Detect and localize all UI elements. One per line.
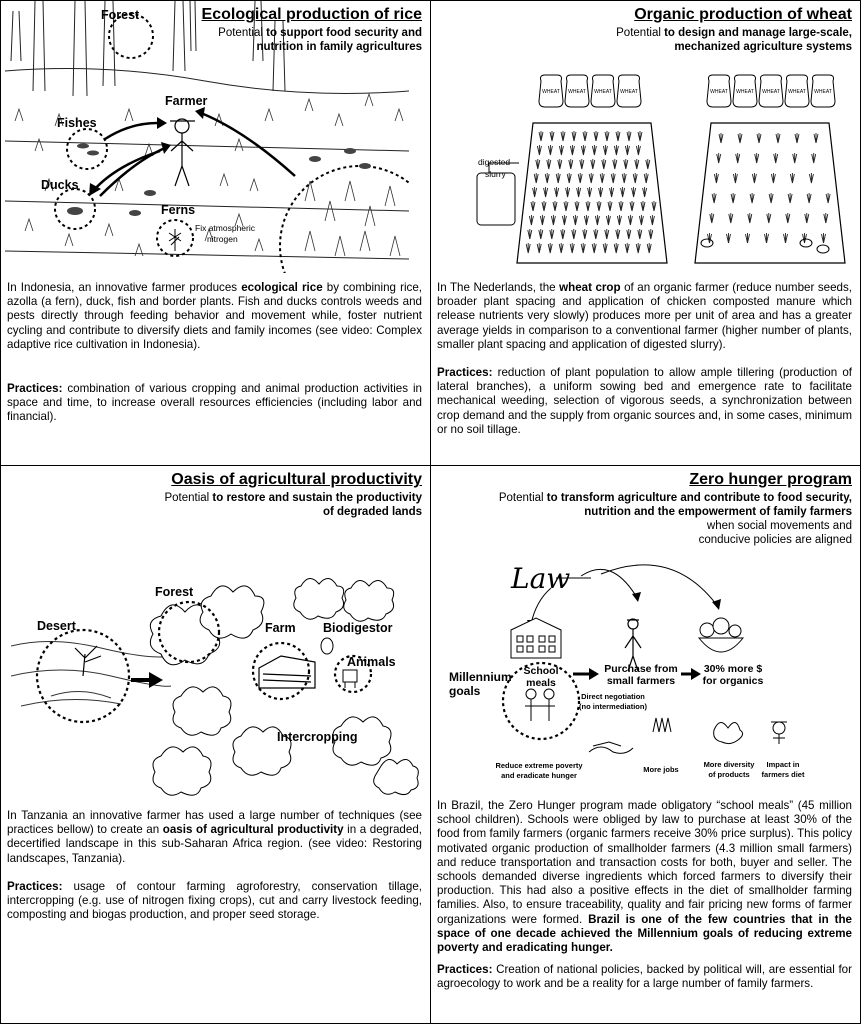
wheat-plant-icon	[647, 243, 651, 253]
wheat-plant-icon	[733, 173, 737, 183]
wheat-plant-icon	[591, 159, 595, 169]
rice-label-ducks: Ducks	[41, 178, 79, 192]
wheat-plant-icon	[650, 215, 654, 225]
wheat-plant-icon	[822, 233, 826, 243]
wheat-plant-icon	[641, 201, 645, 211]
wheat-plant-icon	[526, 243, 530, 253]
wheat-sack-label: WHEAT	[736, 89, 754, 95]
hunger-label-school-1: School	[523, 665, 559, 677]
hunger-label-organics-1: 30% more $	[703, 663, 763, 675]
wheat-plant-icon	[649, 229, 653, 239]
wheat-plant-icon	[534, 173, 538, 183]
wheat-plant-icon	[564, 201, 568, 211]
wheat-plant-icon	[638, 131, 642, 141]
hunger-label-purchase-2: small farmers	[606, 675, 676, 687]
wheat-plant-icon	[570, 145, 574, 155]
wheat-plant-icon	[539, 229, 543, 239]
hunger-description: In Brazil, the Zero Hunger program made obligatory “school meals” (45 million school children). Schools were obliged by law to purchase at least 30% of the food from family farmers (organic farmers receive 30% price surplus). This policy motivated organic production of smallholder farmers (4.3 million small farmers) and reduce transportation and transaction costs for both, buyer and seller. The schools demanded diverse ingredients which forced farmers to diversify their production. This had also a positive effects in the diet of smallholder farming families. Also, to ensure traceability, quality and fair pricing new forms of farmer organizations were formed. Brazil is one of the few countries that in the space of one decade achieved the Millennium goals of reducing extreme poverty and eradicating hunger. Practices: Creation of national policies, backed by political will, are essential for agroecology to work and be a reality for a large number of family farmers.	[437, 799, 852, 991]
hunger-label-impact-2: farmers diet	[761, 770, 805, 779]
wheat-plant-icon	[636, 145, 640, 155]
hunger-label-reduce-2: and eradicate hunger	[501, 771, 577, 780]
rice-subtitle: Potential to support food security and nutrition in family agricultures	[218, 27, 422, 53]
wheat-plant-icon	[561, 131, 565, 141]
wheat-plant-icon	[639, 215, 643, 225]
wheat-illustration	[471, 71, 851, 271]
hunger-label-millennium-1: Millennium	[449, 670, 512, 684]
wheat-label-slurry-2: slurry	[485, 169, 506, 179]
rice-description: In Indonesia, an innovative farmer produces ecological rice by combining rice, azolla (a fern), duck, fish and border plants. Fish and ducks controls weeds and pests directly through feeding behavior and movement while, foster nutrient cycling and contribute to diversify diets and family incomes (see video: Complex adaptive rice cultivation in Indonesia). Practices: combination of various cropping and animal production activities in space and time, to increase overall resources efficiencies (including labor and financial).	[7, 281, 422, 424]
oasis-label-biodigestor: Biodigestor	[323, 621, 393, 635]
wheat-plant-icon	[636, 243, 640, 253]
wheat-practices-label: Practices:	[437, 366, 493, 380]
oasis-label-forest: Forest	[155, 585, 194, 599]
wheat-label-slurry-1: digested	[478, 157, 511, 167]
wheat-plant-icon	[790, 173, 794, 183]
wheat-plant-icon	[566, 187, 570, 197]
wheat-plant-icon	[589, 173, 593, 183]
wheat-plant-icon	[719, 133, 723, 143]
wheat-plant-icon	[572, 131, 576, 141]
wheat-plant-icon	[769, 193, 773, 203]
wheat-plant-icon	[562, 215, 566, 225]
organic-field	[695, 123, 845, 263]
wheat-plant-icon	[736, 153, 740, 163]
wheat-plant-icon	[599, 187, 603, 197]
wheat-plant-icon	[708, 233, 712, 243]
wheat-plant-icon	[540, 215, 544, 225]
wheat-plant-icon	[606, 215, 610, 225]
hunger-label-organics-2: for organics	[702, 675, 764, 687]
wheat-plant-icon	[786, 213, 790, 223]
wheat-plant-icon	[611, 173, 615, 183]
wheat-plant-icon	[795, 133, 799, 143]
wheat-plant-icon	[619, 201, 623, 211]
wheat-plant-icon	[550, 229, 554, 239]
wheat-plant-icon	[793, 153, 797, 163]
wheat-plant-icon	[774, 153, 778, 163]
wheat-plant-icon	[710, 213, 714, 223]
wheat-plant-icon	[595, 215, 599, 225]
oasis-description: In Tanzania an innovative farmer has used a large number of techniques (see practices bellow) to create an oasis of agricultural productivity in a degraded, decertified landscape in this sub-Saharan Africa region. (see video: Restoring landscapes, Tanzania). Practices: usage of contour farming agroforestry, conservation tillage, intercropping (e.g. use of nitrogen fixing crops), cut and carry livestock feeding, composting and biogas production, and proper seed storage.	[7, 809, 422, 922]
wheat-plant-icon	[537, 145, 541, 155]
wheat-plant-icon	[625, 145, 629, 155]
wheat-plant-icon	[529, 215, 533, 225]
wheat-plant-icon	[567, 173, 571, 183]
rice-title: Ecological production of rice	[201, 6, 422, 23]
rice-label-ferns: Ferns	[161, 203, 196, 217]
wheat-plant-icon	[575, 201, 579, 211]
wheat-sack-label: WHEAT	[542, 89, 560, 95]
wheat-plant-icon	[581, 243, 585, 253]
hunger-subtitle-tail: when social movements and conducive policies are aligned	[698, 520, 852, 546]
hunger-panel	[430, 465, 861, 1024]
hunger-label-jobs: More jobs	[643, 765, 679, 774]
wheat-plant-icon	[731, 193, 735, 203]
wheat-plant-icon	[624, 159, 628, 169]
wheat-plant-icon	[605, 229, 609, 239]
wheat-sack-label: WHEAT	[594, 89, 612, 95]
wheat-plant-icon	[803, 233, 807, 243]
hunger-law-script: Law	[511, 562, 571, 595]
hunger-practices-label: Practices:	[437, 963, 493, 977]
wheat-plant-icon	[632, 187, 636, 197]
wheat-plant-icon	[561, 229, 565, 239]
wheat-plant-icon	[826, 193, 830, 203]
wheat-plant-icon	[627, 229, 631, 239]
wheat-plant-icon	[613, 159, 617, 169]
wheat-plant-icon	[603, 145, 607, 155]
wheat-plant-icon	[771, 173, 775, 183]
wheat-plant-icon	[755, 153, 759, 163]
wheat-plant-icon	[616, 229, 620, 239]
hunger-label-purchase-1: Purchase from	[604, 663, 678, 675]
wheat-plant-icon	[570, 243, 574, 253]
oasis-label-desert: Desert	[37, 619, 76, 633]
wheat-plant-icon	[625, 243, 629, 253]
wheat-plant-icon	[555, 187, 559, 197]
wheat-plant-icon	[594, 131, 598, 141]
wheat-plant-icon	[805, 213, 809, 223]
wheat-plant-icon	[757, 133, 761, 143]
wheat-plant-icon	[824, 213, 828, 223]
wheat-plant-icon	[548, 145, 552, 155]
wheat-plant-icon	[584, 215, 588, 225]
rice-label-fishes: Fishes	[57, 116, 97, 130]
wheat-plant-icon	[559, 145, 563, 155]
wheat-plant-icon	[646, 159, 650, 169]
wheat-plant-icon	[652, 201, 656, 211]
wheat-plant-icon	[812, 153, 816, 163]
wheat-title: Organic production of wheat	[634, 6, 852, 23]
wheat-plant-icon	[807, 193, 811, 203]
wheat-plant-icon	[746, 233, 750, 243]
wheat-plant-icon	[558, 159, 562, 169]
hunger-illustration	[431, 556, 861, 791]
wheat-plant-icon	[581, 145, 585, 155]
oasis-label-intercropping: Intercropping	[277, 730, 358, 744]
wheat-plant-icon	[776, 133, 780, 143]
wheat-plant-icon	[559, 243, 563, 253]
rice-label-forest: Forest	[101, 8, 140, 22]
wheat-plant-icon	[610, 187, 614, 197]
wheat-plant-icon	[748, 213, 752, 223]
rice-label-fix-1: Fix atmospheric	[195, 223, 255, 233]
wheat-plant-icon	[622, 173, 626, 183]
wheat-plant-icon	[588, 187, 592, 197]
hunger-label-diversity-1: More diversity	[703, 760, 755, 769]
rice-label-farmer: Farmer	[165, 94, 208, 108]
hunger-subtitle: Potential to transform agriculture and contribute to food security, nutrition and the empowerment of family farmers	[498, 492, 852, 518]
wheat-plant-icon	[614, 145, 618, 155]
wheat-plant-icon	[644, 173, 648, 183]
wheat-plant-icon	[717, 153, 721, 163]
wheat-subtitle: Potential to design and manage large-scale, mechanized agriculture systems	[616, 27, 852, 53]
wheat-plant-icon	[765, 233, 769, 243]
rice-label-fix-2: nitrogen	[207, 234, 238, 244]
wheat-plant-icon	[752, 173, 756, 183]
hunger-label-reduce-1: Reduce extreme poverty	[495, 761, 583, 770]
wheat-plant-icon	[539, 131, 543, 141]
wheat-plant-icon	[594, 229, 598, 239]
rice-practices-label: Practices:	[7, 382, 63, 396]
wheat-plant-icon	[569, 159, 573, 169]
wheat-panel	[430, 0, 861, 466]
wheat-plant-icon	[602, 159, 606, 169]
hunger-label-diversity-2: of products	[708, 770, 750, 779]
oasis-title: Oasis of agricultural productivity	[171, 471, 422, 488]
wheat-plant-icon	[633, 173, 637, 183]
hunger-label-millennium-2: goals	[449, 684, 481, 698]
wheat-sack-label: WHEAT	[788, 89, 806, 95]
wheat-plant-icon	[545, 173, 549, 183]
wheat-plant-icon	[767, 213, 771, 223]
hunger-label-negotiation-1: Direct negotiation	[581, 692, 645, 701]
wheat-plant-icon	[600, 173, 604, 183]
wheat-plant-icon	[729, 213, 733, 223]
wheat-plant-icon	[784, 233, 788, 243]
wheat-plant-icon	[592, 145, 596, 155]
wheat-plant-icon	[635, 159, 639, 169]
wheat-plant-icon	[638, 229, 642, 239]
wheat-plant-icon	[643, 187, 647, 197]
wheat-plant-icon	[578, 173, 582, 183]
wheat-sack-label: WHEAT	[710, 89, 728, 95]
wheat-plant-icon	[536, 159, 540, 169]
wheat-plant-icon	[738, 133, 742, 143]
wheat-plant-icon	[597, 201, 601, 211]
wheat-plant-icon	[542, 201, 546, 211]
hunger-label-school-2: meals	[526, 677, 556, 689]
wheat-plant-icon	[583, 229, 587, 239]
wheat-plant-icon	[603, 243, 607, 253]
wheat-plant-icon	[548, 243, 552, 253]
wheat-plant-icon	[533, 187, 537, 197]
wheat-plant-icon	[553, 201, 557, 211]
wheat-plant-icon	[628, 215, 632, 225]
wheat-plant-icon	[621, 187, 625, 197]
oasis-illustration	[11, 576, 421, 801]
wheat-plant-icon	[608, 201, 612, 211]
wheat-plant-icon	[788, 193, 792, 203]
wheat-description: In The Nederlands, the wheat crop of an organic farmer (reduce number seeds, broader plant spacing and application of chicken composted manure which release nutrients very slowly) produces more per unit of area and has a greater average yields in comparison to a conventional farmer (higher number of plants, smaller plant spacing and application of digested slurry). Practices: reduction of plant population to allow ample tillering (production of lateral branches), a uniform sowing bed and emergence rate to facilitate mechanical weeding, selection of vigorous seeds, a synchronization between crop demand and the supply from organic sources and, in some cases, minimum or no soil tillage.	[437, 281, 853, 436]
wheat-sack-label: WHEAT	[762, 89, 780, 95]
wheat-plant-icon	[573, 215, 577, 225]
wheat-plant-icon	[580, 159, 584, 169]
oasis-practices-label: Practices:	[7, 879, 63, 893]
wheat-plant-icon	[592, 243, 596, 253]
hunger-title: Zero hunger program	[689, 471, 852, 488]
wheat-plant-icon	[617, 215, 621, 225]
wheat-plant-icon	[630, 201, 634, 211]
wheat-plant-icon	[616, 131, 620, 141]
oasis-panel	[0, 465, 431, 1024]
hunger-label-impact-1: Impact in	[766, 760, 800, 769]
wheat-plant-icon	[586, 201, 590, 211]
wheat-sack-label: WHEAT	[814, 89, 832, 95]
wheat-plant-icon	[809, 173, 813, 183]
wheat-plant-icon	[531, 201, 535, 211]
oasis-subtitle: Potential to restore and sustain the productivity of degraded lands	[164, 492, 422, 518]
wheat-plant-icon	[528, 229, 532, 239]
wheat-plant-icon	[627, 131, 631, 141]
wheat-plant-icon	[544, 187, 548, 197]
oasis-label-animals: Animals	[347, 655, 396, 669]
wheat-plant-icon	[727, 233, 731, 243]
wheat-sack-label: WHEAT	[568, 89, 586, 95]
wheat-plant-icon	[712, 193, 716, 203]
wheat-plant-icon	[814, 133, 818, 143]
wheat-plant-icon	[572, 229, 576, 239]
hunger-label-negotiation-2: (no intermediation)	[579, 702, 647, 711]
wheat-plant-icon	[614, 243, 618, 253]
wheat-plant-icon	[537, 243, 541, 253]
oasis-label-farm: Farm	[265, 621, 296, 635]
wheat-plant-icon	[556, 173, 560, 183]
wheat-plant-icon	[605, 131, 609, 141]
wheat-plant-icon	[550, 131, 554, 141]
wheat-plant-icon	[714, 173, 718, 183]
wheat-plant-icon	[583, 131, 587, 141]
wheat-plant-icon	[750, 193, 754, 203]
rice-panel	[0, 0, 431, 466]
wheat-plant-icon	[547, 159, 551, 169]
wheat-plant-icon	[551, 215, 555, 225]
wheat-sack-label: WHEAT	[620, 89, 638, 95]
wheat-plant-icon	[577, 187, 581, 197]
